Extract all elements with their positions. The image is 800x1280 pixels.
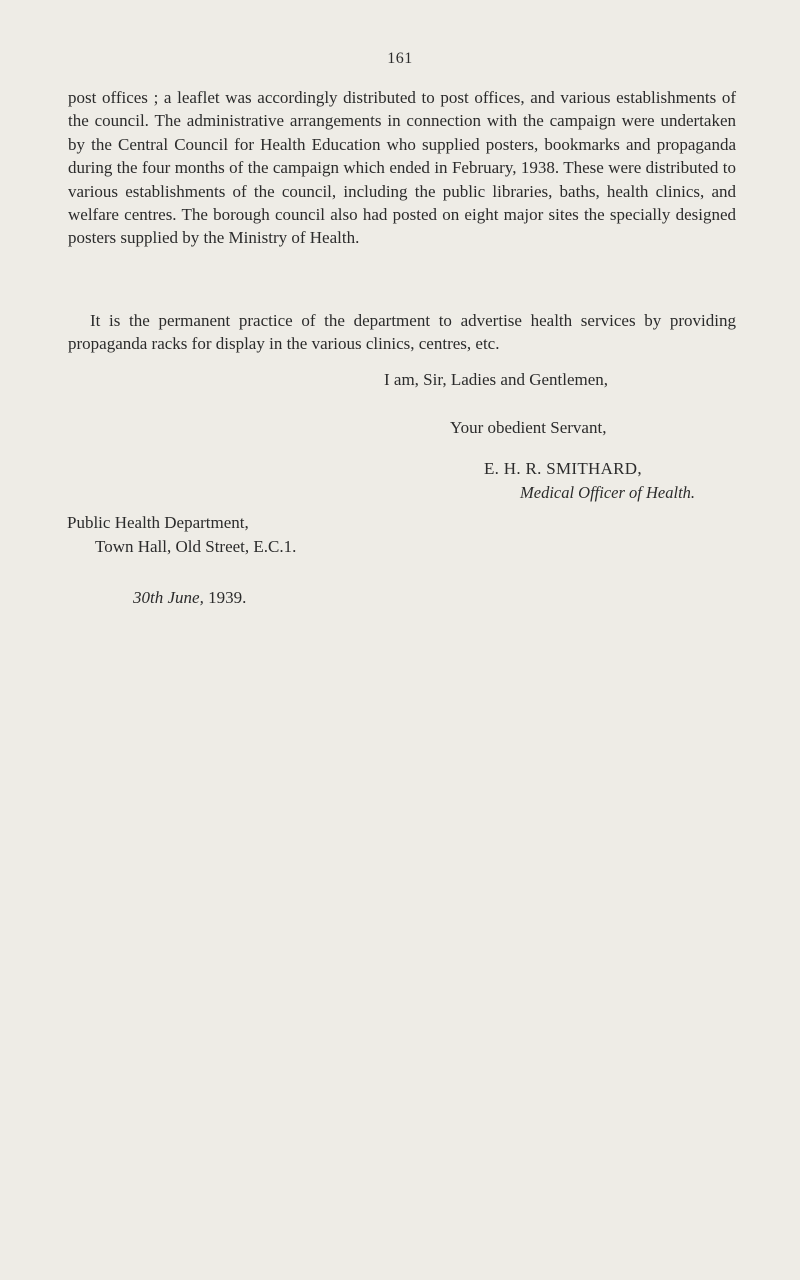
- address-line-1: Public Health Department,: [67, 513, 249, 532]
- salutation: I am, Sir, Ladies and Gentlemen,: [384, 370, 609, 389]
- page-number: 161: [387, 50, 413, 67]
- letter-date: [133, 588, 246, 608]
- date-day-month: 30th June,: [133, 588, 204, 607]
- signatory-title: Medical Officer of Health.: [520, 483, 696, 502]
- closing: Your obedient Servant,: [450, 418, 607, 437]
- signatory-name: E. H. R. SMITHARD,: [484, 459, 642, 478]
- body-paragraph-1: post offices ; a leaflet was accordingly distributed to post offices, and various establishments of the council. The administrative arrangements in connection with the campaign were undertaken by the Central Council for Health Education who supplied posters, bookmarks and propaganda during the four months of the campaign which ended in February, 1938. These were distributed to various establishments of the council, including the public libraries, baths, health clinics, and welfare centres. The borough council also had posted on eight major sites the specially designed posters supplied by the Ministry of Health.: [68, 88, 736, 248]
- date-year: 1939.: [208, 588, 247, 607]
- address-line-2: Town Hall, Old Street, E.C.1.: [95, 537, 297, 556]
- body-paragraph-2: It is the permanent practice of the department to advertise health services by providing propaganda racks for display in the various clinics, centres, etc.: [68, 311, 736, 354]
